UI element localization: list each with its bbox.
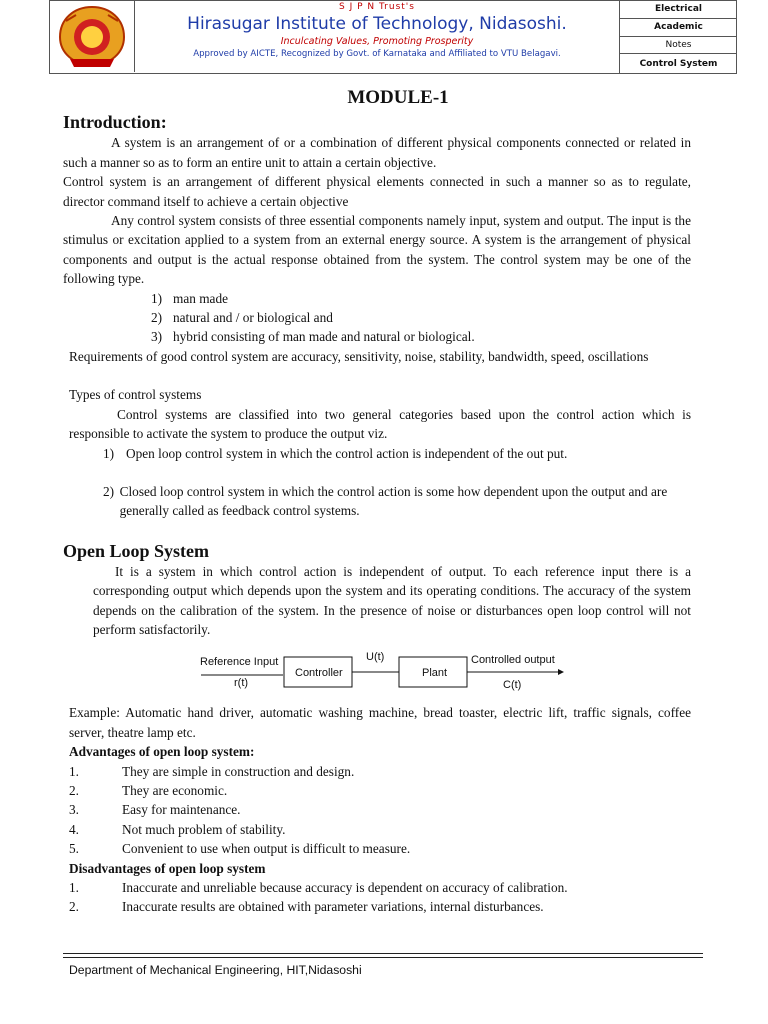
disadvantages-list [63, 878, 691, 917]
open-loop-block-diagram [63, 645, 691, 703]
subject-cell: Control System [639, 59, 718, 69]
open-loop-paragraph: It is a system in which control action is independent of output. To each reference input there is a corresponding output which depends upon the system and its operating conditions. The accuracy of the system depends on the calibration of the system. In the presence of noise or disturbances open loop control will not perform satisfactorily. [93, 563, 691, 637]
list-item: 1) Open loop control system in which the control action is independent of the out put. [103, 445, 568, 461]
list-item: 2) natural and / or biological and [151, 310, 333, 326]
list-item: 1. Inaccurate and unreliable because accuracy is dependent on accuracy of calibration. [69, 880, 568, 895]
arrowhead-icon [558, 669, 564, 675]
controlled-output-label: Controlled output [471, 654, 555, 667]
advantages-list [63, 762, 691, 859]
c-signal-label: C(t) [503, 679, 522, 692]
list-item: 2. They are economic. [69, 782, 228, 798]
types-heading: Types of control systems [69, 387, 202, 403]
trust-name: S J P N Trust's [339, 2, 415, 12]
r-signal-label: r(t) [234, 677, 249, 690]
open-loop-heading: Open Loop System [63, 540, 210, 561]
example-paragraph: Example: Automatic hand driver, automatic washing machine, bread toaster, electric lift, traffic signals, coffee server, theatre lamp etc. [69, 705, 691, 740]
list-item: 3) hybrid consisting of man made and natural or biological. [151, 329, 475, 345]
list-item: 5. Convenient to use when output is difficult to measure. [69, 841, 411, 857]
list-item: 4. Not much problem of stability. [69, 821, 286, 837]
reference-input-label: Reference Input [200, 656, 279, 669]
dept-cell: Electrical [620, 0, 737, 19]
notes-cell: Notes [620, 37, 737, 54]
institute-logo [50, 1, 135, 72]
intro-paragraph-3: Any control system consists of three essential components namely input, system and output. The input is the stimulus or excitation applied to a system from an external energy source. A system is the arrangement of physical components and output is the actual response obtained from the system. The control system may be one of the following type. [63, 213, 691, 287]
types-intro: Control systems are classified into two general categories based upon the control action which is responsible to activate the system to produce the output viz. [69, 406, 691, 442]
academic-cell: Academic [620, 19, 737, 37]
system-type-list [151, 289, 691, 347]
disadvantages-heading: Disadvantages of open loop system [69, 860, 266, 876]
module-title: MODULE-1 [347, 87, 449, 108]
institute-motto: Inculcating Values, Promoting Prosperity [280, 36, 474, 47]
list-item: 2) Closed loop control system in which the control action is some how dependent upon the output and are generally called as feedback control systems. [103, 483, 668, 519]
list-item: 2. Inaccurate results are obtained with parameter variations, internal disturbances. [69, 899, 544, 915]
approval-line: Approved by AICTE, Recognized by Govt. of Karnataka and Affiliated to VTU Belagavi. [193, 49, 561, 59]
requirements-paragraph: Requirements of good control system are accuracy, sensitivity, noise, stability, bandwidth, speed, oscillations [69, 348, 649, 364]
list-item: 1) man made [151, 290, 229, 306]
header-title-block [135, 0, 620, 74]
document-body [63, 88, 691, 917]
footer-text: Department of Mechanical Engineering, HIT,Nidasoshi [69, 963, 362, 977]
footer-divider [63, 953, 703, 958]
intro-paragraph-2: Control system is an arrangement of different physical elements connected in such a manner so as to regulate, director command itself to achieve a certain objective [63, 174, 691, 209]
list-item: 1. They are simple in construction and design. [69, 763, 355, 779]
controller-label: Controller [295, 667, 343, 680]
list-item: 3. Easy for maintenance. [69, 802, 241, 818]
header-meta-block [620, 0, 737, 74]
institute-name: Hirasugar Institute of Technology, Nidasoshi. [187, 14, 567, 34]
advantages-heading: Advantages of open loop system: [69, 744, 255, 760]
plant-label: Plant [422, 667, 448, 680]
introduction-heading: Introduction: [63, 112, 167, 133]
intro-paragraph-1: A system is an arrangement of or a combination of different physical components connected or related in such a manner so as to form an entire unit to attain a certain objective. [63, 135, 691, 170]
u-signal-label: U(t) [366, 651, 385, 664]
